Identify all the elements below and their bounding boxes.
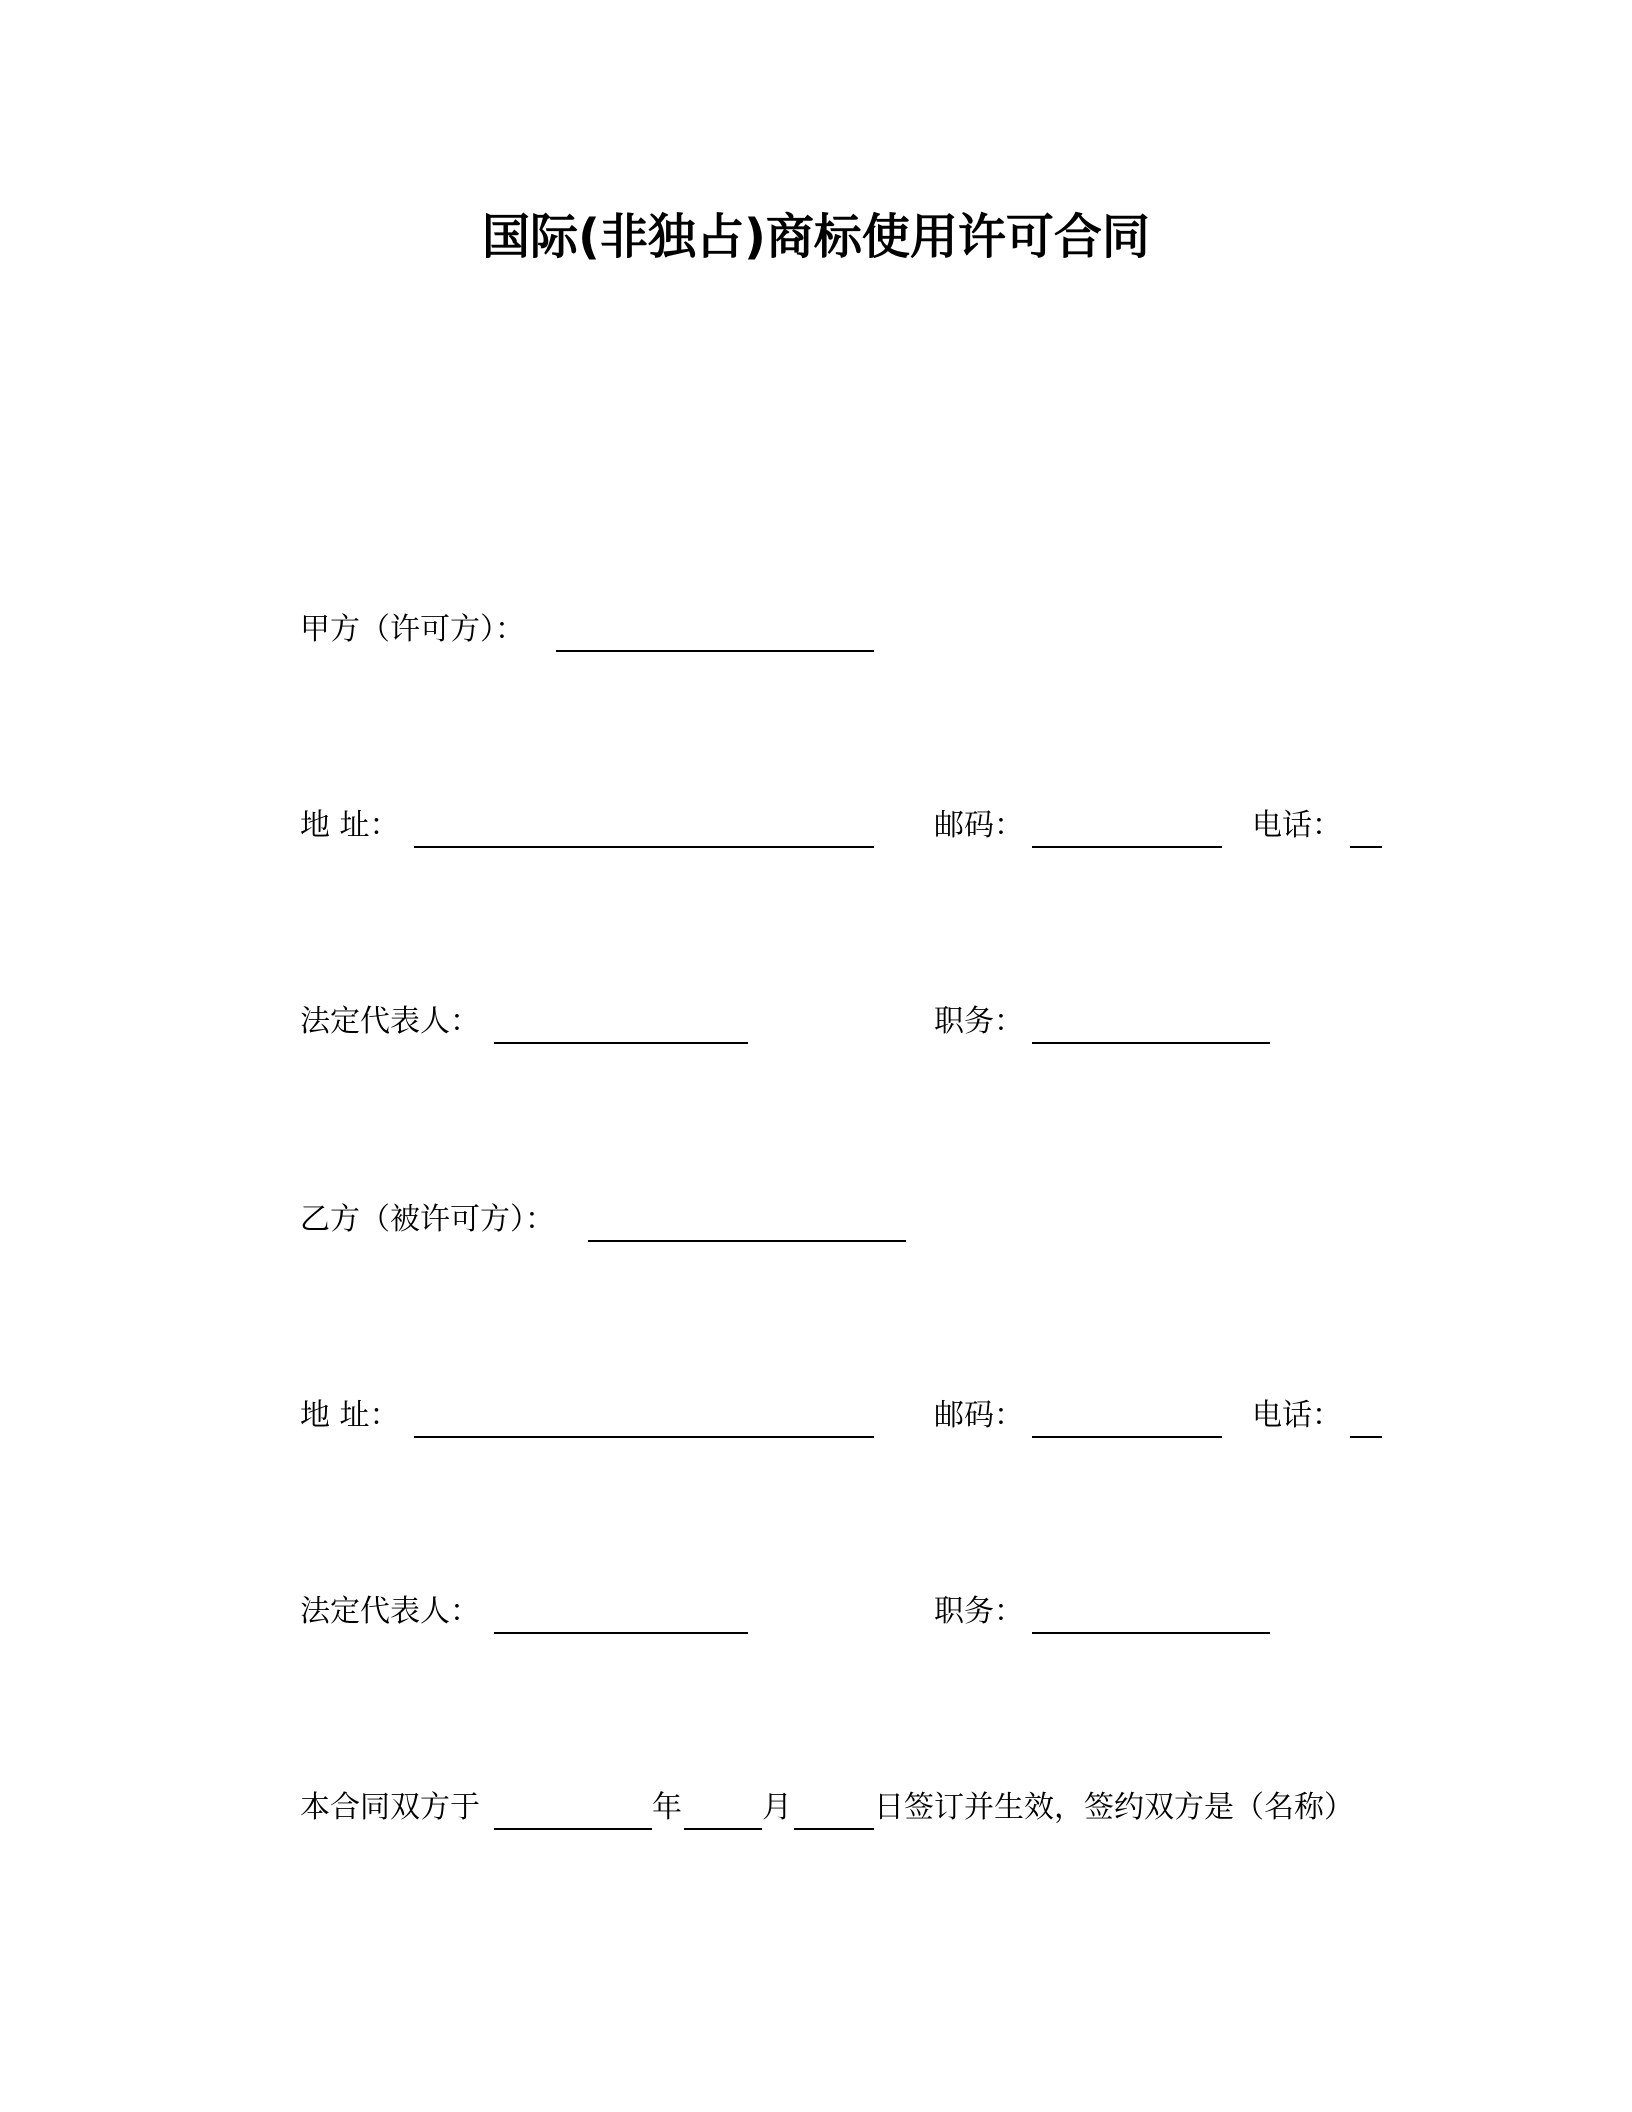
party-a-address-row (300, 804, 1400, 848)
party-b-label: 乙方（被许可方）： (300, 1202, 555, 1237)
party-b-phone-label: 电话： (1252, 1398, 1342, 1433)
party-b-address-field[interactable] (414, 1394, 874, 1438)
page-title: 国际(非独占)商标使用许可合同 (482, 209, 1150, 265)
party-b-rep-label: 法定代表人： (300, 1594, 480, 1629)
party-a-address-field[interactable] (414, 804, 874, 848)
signing-year-field[interactable] (494, 1786, 652, 1830)
party-a-position-field[interactable] (1032, 1000, 1270, 1044)
party-a-rep-row (300, 1000, 1400, 1044)
party-b-postcode-field[interactable] (1032, 1394, 1222, 1438)
party-a-name-field[interactable] (556, 608, 874, 652)
party-a-rep-label: 法定代表人： (300, 1004, 480, 1039)
party-a-postcode-field[interactable] (1032, 804, 1222, 848)
party-b-name-field[interactable] (588, 1198, 906, 1242)
party-b-row (300, 1198, 1400, 1242)
signing-prefix: 本合同双方于 (300, 1790, 480, 1825)
party-a-label: 甲方（许可方）： (300, 612, 525, 647)
party-a-position-label: 职务： (934, 1004, 1024, 1039)
party-b-phone-field[interactable] (1350, 1394, 1382, 1438)
signing-suffix: 日签订并生效，签约双方是（名称） (874, 1790, 1354, 1825)
party-b-position-field[interactable] (1032, 1590, 1270, 1634)
party-a-rep-field[interactable] (494, 1000, 748, 1044)
party-a-phone-label: 电话： (1252, 808, 1342, 843)
party-a-phone-field[interactable] (1350, 804, 1382, 848)
party-b-address-label: 地 址： (300, 1398, 400, 1433)
party-a-row (300, 608, 1400, 652)
signing-year-label: 年 (652, 1790, 682, 1825)
party-b-rep-field[interactable] (494, 1590, 748, 1634)
party-b-rep-row (300, 1590, 1400, 1634)
party-b-position-label: 职务： (934, 1594, 1024, 1629)
party-a-postcode-label: 邮码： (934, 808, 1024, 843)
party-a-address-label: 地 址： (300, 808, 400, 843)
party-b-postcode-label: 邮码： (934, 1398, 1024, 1433)
signing-day-field[interactable] (794, 1786, 874, 1830)
signing-row (300, 1786, 1400, 1830)
party-b-address-row (300, 1394, 1400, 1438)
signing-month-label: 月 (762, 1790, 792, 1825)
signing-month-field[interactable] (684, 1786, 762, 1830)
